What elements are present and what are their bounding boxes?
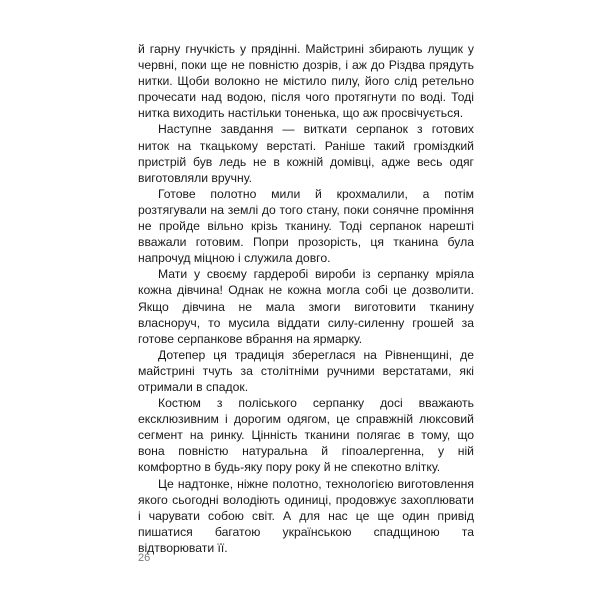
paragraph-7: Це надтонке, ніжне полотно, технологією виготовлення якого сьогодні володіють одиниці, продовжує захоплювати і чарувати собою світ. А для нас це ще один привід пишатися багатою українською спадщиною та відтворювати її.	[138, 476, 474, 555]
page-number: 26	[138, 552, 151, 564]
paragraph-3: Готове полотно мили й крохмалили, а потім розтягували на землі до того стану, поки сонячне проміння не пройде вільно крізь тканину. Тоді серпанок нарешті вважали готовим. Попри прозорість, ця тканина була напрочуд міцною і служила довго.	[138, 186, 474, 266]
paragraph-1: й гарну гнучкість у прядінні. Майстрині збирають лущик у червні, поки ще не повністю дозрів, і аж до Різдва прядуть нитки. Щоби волокно не містило пилу, його слід ретельно прочесати над водою, після чого протягнути по воді. Тоді нитка виходить настільки тоненька, що аж просвічується.	[138, 42, 474, 121]
paragraph-4: Мати у своєму гардеробі вироби із серпанку мріяла кожна дівчина! Однак не кожна могла собі це дозволити. Якщо дівчина не мала змоги виготовити тканину власноруч, то мусила віддати силу-силенну грошей за готове серпанкове вбрання на ярмарку.	[138, 267, 474, 346]
paragraph-2: Наступне завдання — виткати серпанок з готових ниток на ткацькому верстаті. Раніше такий громіздкий пристрій був ледь не в кожній домівці, адже весь одяг виготовляли вручну.	[138, 122, 474, 185]
body-text	[138, 41, 474, 556]
paragraph-6: Костюм з поліського серпанку досі вважають ексклюзивним і дорогим одягом, це справжній люксовий сегмент на ринку. Цінність тканини полягає в тому, що вона повністю натуральна й гіпоалергенна, у ній комфортно в будь-яку пору року й не спекотно влітку.	[138, 396, 474, 475]
paragraph-5: Дотепер ця традиція збереглася на Рівненщині, де майстрині тчуть за столітніми ручними верстатами, які отримали в спадок.	[138, 347, 474, 394]
